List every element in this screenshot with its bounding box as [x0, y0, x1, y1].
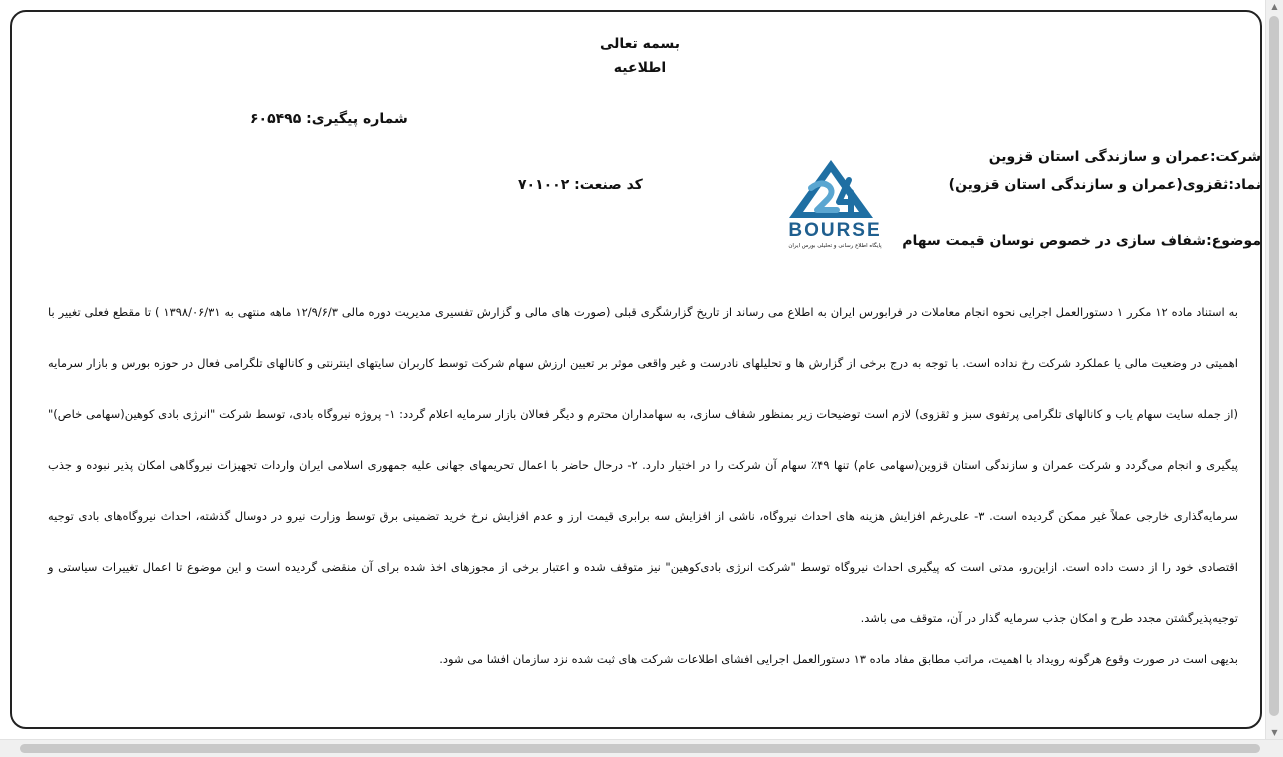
- industry-code-line: [518, 177, 643, 193]
- industry-code: ۷۰۱۰۰۲: [518, 177, 570, 193]
- subject-value: شفاف سازی در خصوص نوسان قیمت سهام: [902, 233, 1207, 249]
- horizontal-scrollbar[interactable]: [0, 739, 1283, 757]
- tracking-label: شماره پیگیری:: [306, 111, 408, 127]
- horizontal-scroll-thumb[interactable]: [20, 744, 1260, 753]
- company-label: شرکت:: [1209, 149, 1261, 165]
- subject-line: [902, 233, 1261, 249]
- body-paragraph: به استناد ماده ۱۲ مکرر ۱ دستورالعمل اجرایی نحوه انجام معاملات در فرابورس ایران به اطلاع می رساند از تاریخ گزارشگری قبلی (صورت های مالی و گزارش تفسیری مدیریت دوره مالی ۱۲/۹/۶/۳ ماهه منتهی به ۱۳۹۸/۰۶/۳۱ ) تا مقطع فعلی تغییر با اهمیتی در وضعیت مالی یا عملکرد شرکت رخ نداده است. با توجه به درج برخی از گزارش ها و تحلیلهای نادرست و غیر واقعی موثر بر تعیین ارزش سهام شرکت توسط کاربران سایتهای اینترنتی و کانالهای تلگرامی فعال در حوزه بورس و بازار سرمایه (از جمله سایت سهام یاب و کانالهای تلگرامی پرتفوی سبز و ثقزوی) لازم است توضیحات زیر بمنظور شفاف سازی، به سهامداران محترم و دیگر فعالان بازار سرمایه اعلام گردد: ۱- پروژه نیروگاه بادی، توسط شرکت "انرژی بادی کوهین(سهامی خاص)" پیگیری و انجام می‌گردد و شرکت عمران و سازندگی استان قزوین(سهامی عام) تنها ۴۹٪ سهام آن شرکت را در اختیار دارد. ۲- درحال حاضر با اعمال تحریمهای جهانی علیه جمهوری اسلامی ایران واردات تجهیزات نیروگاهی امکان پذیر نبوده و جذب سرمایه‌گذاری خارجی عملاً غیر ممکن گردیده است. ۳- علی‌رغم افزایش هزینه های احداث نیروگاه، ناشی از افزایش سه برابری قیمت ارز و عدم افزایش نرخ خرید تضمینی برق توسط وزارت نیرو در دوسال گذشته، احداث نیروگاه‌های بادی توجیه اقتصادی خود را از دست داده است. ازاین‌رو، مدتی است که پیگیری احداث نیروگاه توسط "شرکت انرژی بادی‌کوهین" نیز متوقف شده و اعتبار برخی از مجوزهای اخذ شده برای آن منقضی گردیده است و این موضوع تا اعمال تغییرات سیاستی و توجیه‌پذیرگشتن مجدد طرح و امکان جذب سرمایه گذار در آن، متوقف می باشد.: [48, 305, 1238, 625]
- symbol-line: [949, 177, 1261, 193]
- bourse-logo: [783, 158, 893, 250]
- vertical-scrollbar[interactable]: [1265, 0, 1283, 740]
- subject-label: موضوع:: [1206, 233, 1261, 249]
- bismillah-heading: بسمه تعالی: [599, 36, 681, 52]
- symbol-label: نماد:: [1228, 177, 1261, 193]
- vertical-scroll-thumb[interactable]: [1269, 16, 1279, 716]
- logo-brand-text: BOURSE: [788, 220, 882, 241]
- bourse-logo-icon: [783, 158, 893, 250]
- closing-paragraph: بدیهی است در صورت وقوع هرگونه رویداد با اهمیت، مراتب مطابق مفاد ماده ۱۳ دستورالعمل اجرایی افشای اطلاعات شرکت های ثبت شده نزد سازمان افشا می شود.: [439, 652, 1238, 666]
- company-line: [989, 149, 1261, 165]
- scroll-down-icon[interactable]: ▼: [1271, 728, 1278, 737]
- company-name: عمران و سازندگی استان قزوین: [988, 149, 1210, 165]
- industry-label: کد صنعت:: [574, 177, 643, 193]
- scroll-up-icon[interactable]: ▲: [1271, 2, 1278, 11]
- symbol-value: ثقزوی(عمران و سازندگی استان قزوین): [948, 177, 1229, 193]
- tracking-number: [250, 111, 408, 127]
- logo-tagline: پایگاه اطلاع رسانی و تحلیلی بورس ایران: [788, 243, 882, 249]
- tracking-value: ۶۰۵۴۹۵: [250, 111, 302, 127]
- announcement-heading: اطلاعیه: [613, 60, 667, 76]
